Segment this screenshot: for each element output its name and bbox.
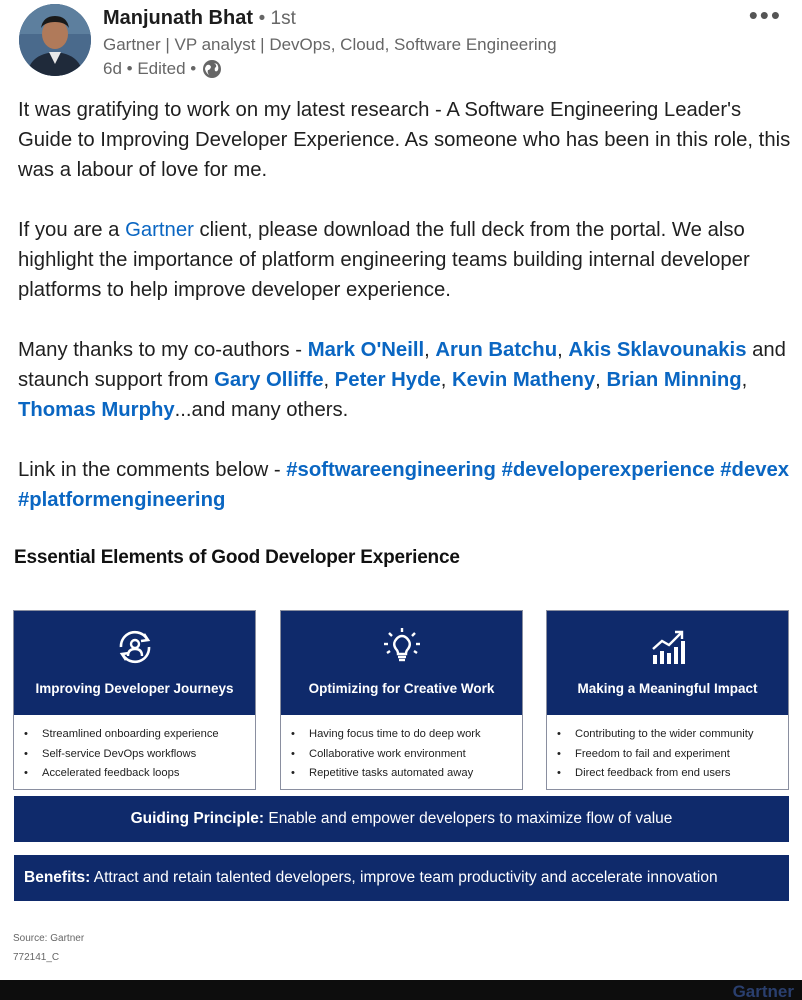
gartner-watermark: Gartner xyxy=(732,982,794,1000)
card-list xyxy=(281,715,522,784)
list-item: • Collaborative work environment xyxy=(281,745,522,765)
more-options-icon[interactable]: ••• xyxy=(748,0,782,30)
list-item: • Repetitive tasks automated away xyxy=(281,764,522,784)
post-time: 6d xyxy=(103,59,122,78)
guiding-principle-label: Guiding Principle: xyxy=(130,810,265,827)
list-item: • Direct feedback from end users xyxy=(547,764,788,784)
mention-mark-oneill[interactable]: Mark O'Neill xyxy=(307,339,425,361)
figure-id: 772141_C xyxy=(13,952,60,963)
bar-chart-growth-icon xyxy=(646,625,690,669)
card-title: Improving Developer Journeys xyxy=(35,681,234,696)
benefits-band xyxy=(14,855,789,901)
card-developer-journeys xyxy=(13,610,256,790)
mention-peter-hyde[interactable]: Peter Hyde xyxy=(334,369,441,391)
list-item: • Freedom to fail and experiment xyxy=(547,745,788,765)
mention-arun-batchu[interactable]: Arun Batchu xyxy=(435,339,558,361)
post-text xyxy=(18,95,793,545)
avatar[interactable] xyxy=(19,4,91,76)
guiding-principle-band xyxy=(14,796,789,842)
hashtag-devex[interactable]: #devex xyxy=(720,459,790,481)
list-item: • Having focus time to do deep work xyxy=(281,725,522,745)
post-paragraph: Link in the comments below - #softwareengineering #developerexperience #devex #platformengineering xyxy=(18,459,790,511)
guiding-principle-text: Enable and empower developers to maximize flow of value xyxy=(264,810,673,827)
image-bottom-strip xyxy=(0,980,802,1000)
card-list xyxy=(14,715,255,784)
list-item: • Contributing to the wider community xyxy=(547,725,788,745)
card-list xyxy=(547,715,788,784)
hashtag-developerexperience[interactable]: #developerexperience xyxy=(501,459,715,481)
post-image[interactable] xyxy=(0,530,802,980)
avatar-photo xyxy=(19,4,91,76)
list-item: • Self-service DevOps workflows xyxy=(14,745,255,765)
mention-thomas-murphy[interactable]: Thomas Murphy xyxy=(18,399,175,421)
author-name[interactable]: Manjunath Bhat xyxy=(103,7,253,29)
post-paragraph: It was gratifying to work on my latest research - A Software Engineering Leader's Guide to Improving Developer Experience. As someone who has been in this role, this was a labour of love for me. xyxy=(18,99,791,181)
author-name-line: Manjunath Bhat • 1st xyxy=(103,7,296,29)
card-title: Optimizing for Creative Work xyxy=(308,681,495,696)
post-paragraph: If you are a Gartner client, please download the full deck from the portal. We also highlight the importance of platform engineering teams building internal developer platforms to help improve developer experience. xyxy=(18,219,750,301)
list-item: • Accelerated feedback loops xyxy=(14,764,255,784)
author-headline: Gartner | VP analyst | DevOps, Cloud, Software Engineering xyxy=(103,35,557,54)
post-header xyxy=(0,0,802,92)
card-meaningful-impact xyxy=(546,610,789,790)
benefits-label: Benefits: xyxy=(24,869,91,886)
figure-title: Essential Elements of Good Developer Experience xyxy=(14,547,460,568)
lightbulb-icon xyxy=(380,625,424,669)
post-meta: 6d • Edited • xyxy=(103,58,222,80)
user-cycle-icon xyxy=(113,625,157,669)
hashtag-platformengineering[interactable]: #platformengineering xyxy=(18,489,226,511)
figure-source: Source: Gartner xyxy=(13,933,85,944)
card-title: Making a Meaningful Impact xyxy=(577,681,758,696)
hashtag-softwareengineering[interactable]: #softwareengineering xyxy=(286,459,496,481)
card-creative-work xyxy=(280,610,523,790)
edited-label: Edited xyxy=(137,59,186,78)
gartner-link[interactable]: Gartner xyxy=(125,219,194,241)
benefits-text: Attract and retain talented developers, improve team productivity and accelerate innovation xyxy=(90,869,718,886)
mention-gary-olliffe[interactable]: Gary Olliffe xyxy=(214,369,324,391)
post-paragraph: Many thanks to my co-authors - Mark O'Neill, Arun Batchu, Akis Sklavounakis and staunch support from Gary Olliffe, Peter Hyde, Kevin Matheny, Brian Minning, Thomas Murphy...and many others. xyxy=(18,339,786,421)
list-item: • Streamlined onboarding experience xyxy=(14,725,255,745)
mention-akis-sklavounakis[interactable]: Akis Sklavounakis xyxy=(568,339,747,361)
globe-icon xyxy=(202,59,222,79)
connection-degree: 1st xyxy=(270,8,296,29)
mention-brian-minning[interactable]: Brian Minning xyxy=(606,369,742,391)
mention-kevin-matheny[interactable]: Kevin Matheny xyxy=(452,369,596,391)
